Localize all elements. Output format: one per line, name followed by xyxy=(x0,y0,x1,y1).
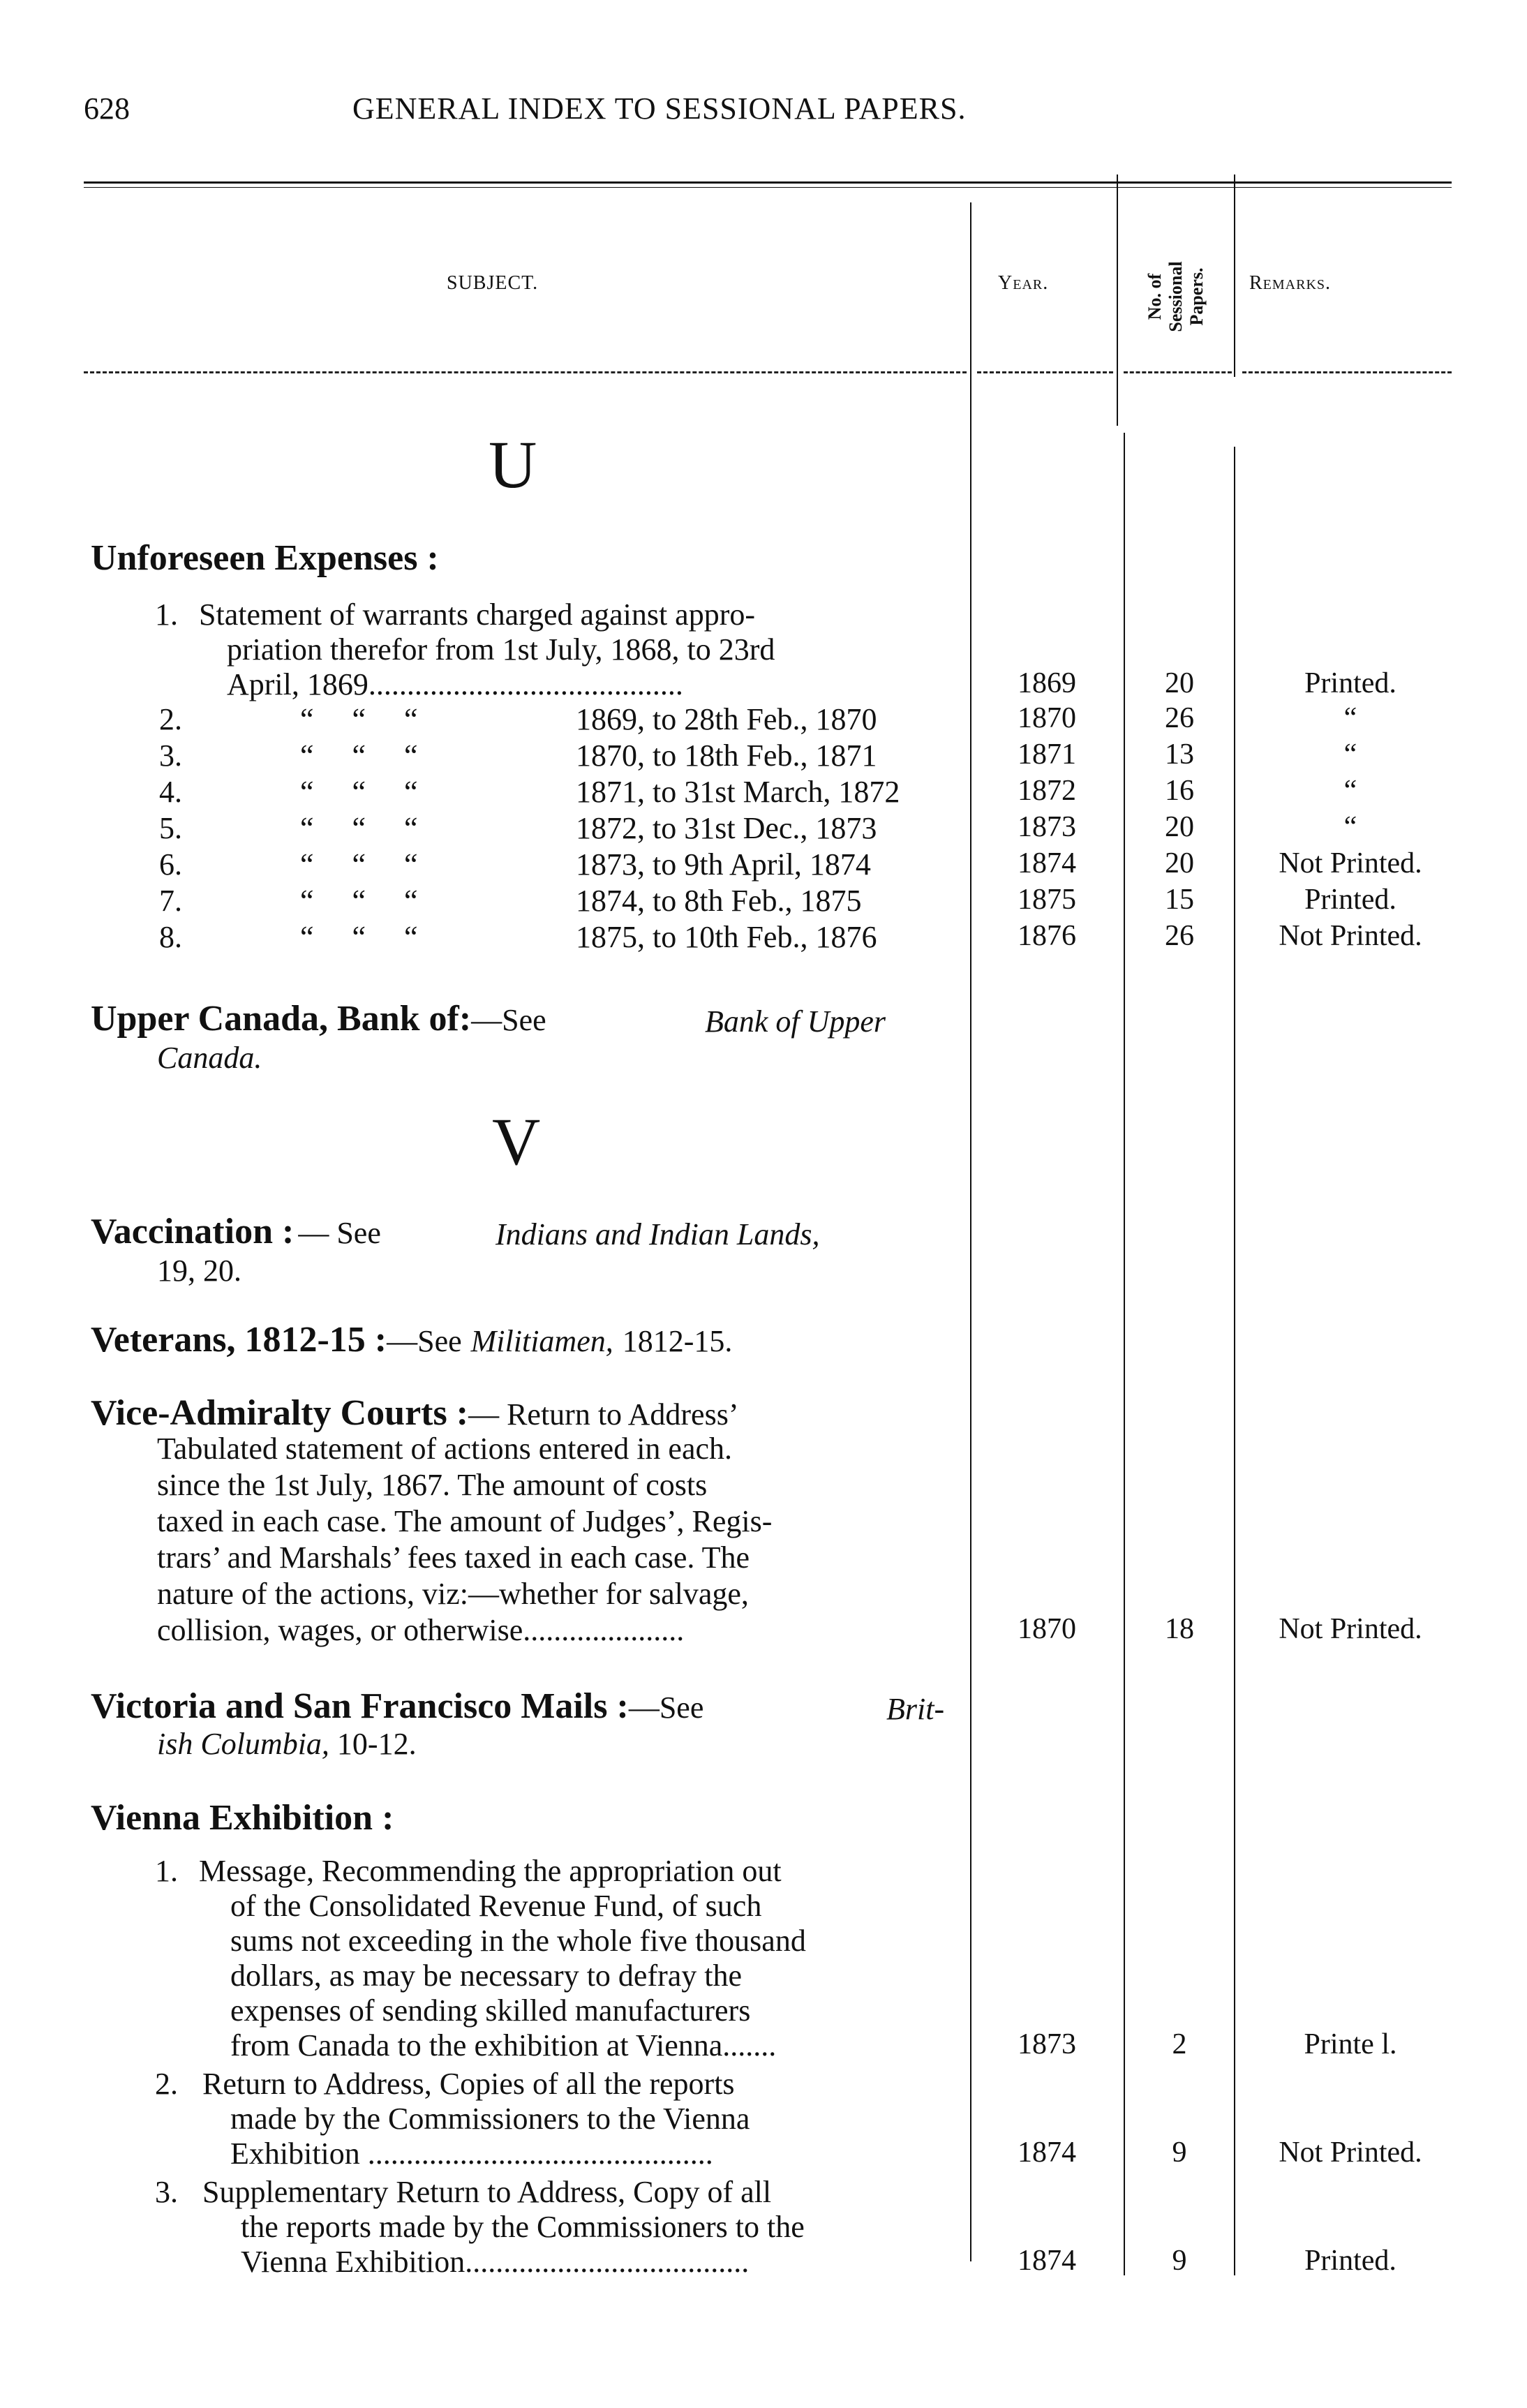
page-title: GENERAL INDEX TO SESSIONAL PAPERS. xyxy=(352,91,967,126)
item-text-line: 1869, to 28th Feb., 1870 xyxy=(576,702,877,736)
entry-text-line: sums not exceeding in the whole five thousand xyxy=(230,1924,806,1958)
item-number: 3. xyxy=(159,738,182,773)
item-text-line: 1873, to 9th April, 1874 xyxy=(576,847,871,882)
remarks-cell: Not Printed. xyxy=(1279,920,1422,952)
item-number: 7. xyxy=(159,884,182,918)
remarks-cell: Printed. xyxy=(1304,667,1396,699)
ditto-marks: “ “ “ xyxy=(300,702,418,736)
remarks-cell: Printe l. xyxy=(1304,2028,1397,2060)
entry-text-line: of the Consolidated Revenue Fund, of such xyxy=(230,1889,762,1923)
entry-text-line: collision, wages, or otherwise..................... xyxy=(157,1613,685,1647)
item-number: 2. xyxy=(159,702,182,736)
paper-number-cell: 9 xyxy=(1172,2245,1187,2277)
entry-vice-admiralty xyxy=(91,1392,738,1434)
page-number: 628 xyxy=(84,91,130,126)
entry-heading-upper-canada: Upper Canada, Bank of: xyxy=(91,999,472,1039)
entry-text-line: Return to Address, Copies of all the reports xyxy=(202,2067,735,2101)
item-text-line: Vienna Exhibition..................................... xyxy=(241,2245,750,2279)
entry-heading-vaccination: Vaccination : xyxy=(91,1212,295,1251)
item-text-line: from Canada to the exhibition at Vienna....... xyxy=(230,2028,777,2063)
remarks-cell: Printed. xyxy=(1304,884,1396,916)
paper-number-cell: 13 xyxy=(1165,738,1194,771)
year-cell: 1869 xyxy=(1018,667,1076,699)
entry-text-line: Tabulated statement of actions entered in each. xyxy=(157,1432,733,1466)
cross-reference-pages: 1812-15. xyxy=(622,1324,733,1358)
entry-vaccination xyxy=(91,1211,381,1252)
remarks-cell: Not Printed. xyxy=(1279,847,1422,879)
item-text-line: 1872, to 31st Dec., 1873 xyxy=(576,811,877,845)
column-header-number-line1: No. of xyxy=(1145,273,1165,320)
item-number: 1. xyxy=(155,1854,178,1888)
cross-reference-pages: 10-12. xyxy=(336,1727,417,1761)
paper-number-cell: 20 xyxy=(1165,667,1194,699)
cross-reference: Bank of Upper xyxy=(705,1004,886,1039)
entry-text-line: Message, Recommending the appropriation out xyxy=(199,1854,782,1888)
ditto-marks: “ “ “ xyxy=(300,920,418,954)
column-header-number xyxy=(1145,206,1214,387)
item-text-line: April, 1869......................................... xyxy=(227,667,683,701)
entry-heading-unforeseen: Unforeseen Expenses : xyxy=(91,538,439,578)
entry-heading-veterans: Veterans, 1812-15 : xyxy=(91,1320,387,1360)
year-cell: 1870 xyxy=(1018,1613,1076,1645)
column-rule-remarks-top xyxy=(1234,174,1235,377)
item-number: 3. xyxy=(155,2175,178,2209)
entry-text-line: taxed in each case. The amount of Judges’, Regis- xyxy=(157,1504,773,1538)
see-reference-label: —See xyxy=(471,1003,546,1037)
entry-upper-canada xyxy=(91,998,546,1039)
item-number: 6. xyxy=(159,847,182,882)
entry-heading-victoria: Victoria and San Francisco Mails : xyxy=(91,1686,629,1726)
paper-number-cell: 15 xyxy=(1165,884,1194,916)
entry-text-line: since the 1st July, 1867. The amount of costs xyxy=(157,1468,708,1502)
cross-reference: Canada. xyxy=(157,1041,262,1075)
item-number: 8. xyxy=(159,920,182,954)
see-reference-label: —See xyxy=(628,1690,704,1725)
ditto-marks: “ “ “ xyxy=(300,775,418,809)
ditto-marks: “ “ “ xyxy=(300,811,418,845)
see-reference-label: — See xyxy=(298,1216,381,1250)
section-letter-v: V xyxy=(492,1104,541,1179)
remarks-cell: “ xyxy=(1343,775,1357,807)
paper-number-cell: 26 xyxy=(1165,920,1194,952)
section-letter-u: U xyxy=(489,427,537,502)
item-number: 1. xyxy=(155,597,178,632)
entry-text-line: the reports made by the Commissioners to the xyxy=(241,2210,805,2244)
item-number: 5. xyxy=(159,811,182,845)
remarks-cell: “ xyxy=(1343,738,1357,771)
header-divider-remarks xyxy=(1242,371,1452,373)
year-cell: 1875 xyxy=(1018,884,1076,916)
item-text-line: Statement of warrants charged against appro- xyxy=(199,597,756,632)
item-number: 2. xyxy=(155,2067,178,2101)
top-rule-thin xyxy=(84,187,1452,188)
entry-victoria xyxy=(91,1686,703,1727)
entry-heading-vice-admiralty: Vice-Admiralty Courts : xyxy=(91,1393,469,1433)
entry-veterans xyxy=(91,1319,732,1360)
year-cell: 1873 xyxy=(1018,811,1076,843)
entry-text-line: nature of the actions, viz:—whether for salvage, xyxy=(157,1577,749,1611)
column-rule-year xyxy=(970,202,971,2261)
entry-heading-vienna: Vienna Exhibition : xyxy=(91,1798,394,1838)
entry-text-line: Supplementary Return to Address, Copy of all xyxy=(202,2175,772,2209)
entry-text-line: expenses of sending skilled manufacturers xyxy=(230,1993,751,2028)
entry-text-line: — Return to Address’ xyxy=(468,1397,739,1432)
header-divider-subject xyxy=(84,371,967,373)
year-cell: 1874 xyxy=(1018,847,1076,879)
header-divider-year xyxy=(977,371,1113,373)
column-header-subject: SUBJECT. xyxy=(447,272,539,294)
item-text-line: 1871, to 31st March, 1872 xyxy=(576,775,900,809)
year-cell: 1876 xyxy=(1018,920,1076,952)
cross-reference-line xyxy=(157,1726,417,1762)
year-cell: 1874 xyxy=(1018,2136,1076,2169)
item-text-line: priation therefor from 1st July, 1868, to 23rd xyxy=(227,632,775,667)
remarks-cell: Not Printed. xyxy=(1279,1613,1422,1645)
paper-number-cell: 20 xyxy=(1165,811,1194,843)
year-cell: 1871 xyxy=(1018,738,1076,771)
paper-number-cell: 26 xyxy=(1165,702,1194,734)
remarks-cell: “ xyxy=(1343,702,1357,734)
ditto-marks: “ “ “ xyxy=(300,847,418,882)
top-rule xyxy=(84,181,1452,184)
year-cell: 1873 xyxy=(1018,2028,1076,2060)
cross-reference: ish Columbia, xyxy=(157,1727,329,1761)
paper-number-cell: 9 xyxy=(1172,2136,1187,2169)
entry-text-line: dollars, as may be necessary to defray the xyxy=(230,1959,743,1993)
column-header-remarks: Remarks. xyxy=(1249,272,1332,294)
remarks-cell: Not Printed. xyxy=(1279,2136,1422,2169)
cross-reference: Militiamen, xyxy=(470,1324,613,1358)
remarks-cell: Printed. xyxy=(1304,2245,1396,2277)
entry-text-line: made by the Commissioners to the Vienna xyxy=(230,2102,750,2136)
cross-reference: Brit- xyxy=(886,1692,945,1726)
header-divider-number xyxy=(1124,371,1232,373)
column-header-number-line3: Papers. xyxy=(1186,267,1207,326)
cross-reference-pages: 19, 20. xyxy=(157,1254,241,1288)
paper-number-cell: 18 xyxy=(1165,1613,1194,1645)
item-text-line: Exhibition ............................................. xyxy=(230,2136,713,2171)
year-cell: 1874 xyxy=(1018,2245,1076,2277)
ditto-marks: “ “ “ xyxy=(300,738,418,773)
entry-text-line: trars’ and Marshals’ fees taxed in each case. The xyxy=(157,1540,750,1575)
ditto-marks: “ “ “ xyxy=(300,884,418,918)
cross-reference: Indians and Indian Lands, xyxy=(496,1217,820,1251)
item-text-line: 1870, to 18th Feb., 1871 xyxy=(576,738,877,773)
year-cell: 1870 xyxy=(1018,702,1076,734)
item-number: 4. xyxy=(159,775,182,809)
paper-number-cell: 20 xyxy=(1165,847,1194,879)
item-text-line: 1875, to 10th Feb., 1876 xyxy=(576,920,877,954)
paper-number-cell: 16 xyxy=(1165,775,1194,807)
see-reference-label: —See xyxy=(387,1324,462,1358)
column-header-number-line2: Sessional xyxy=(1165,261,1186,332)
remarks-cell: “ xyxy=(1343,811,1357,843)
column-header-year: Year. xyxy=(998,272,1049,294)
year-cell: 1872 xyxy=(1018,775,1076,807)
column-rule-number-top xyxy=(1117,174,1118,426)
paper-number-cell: 2 xyxy=(1172,2028,1187,2060)
item-text-line: 1874, to 8th Feb., 1875 xyxy=(576,884,862,918)
